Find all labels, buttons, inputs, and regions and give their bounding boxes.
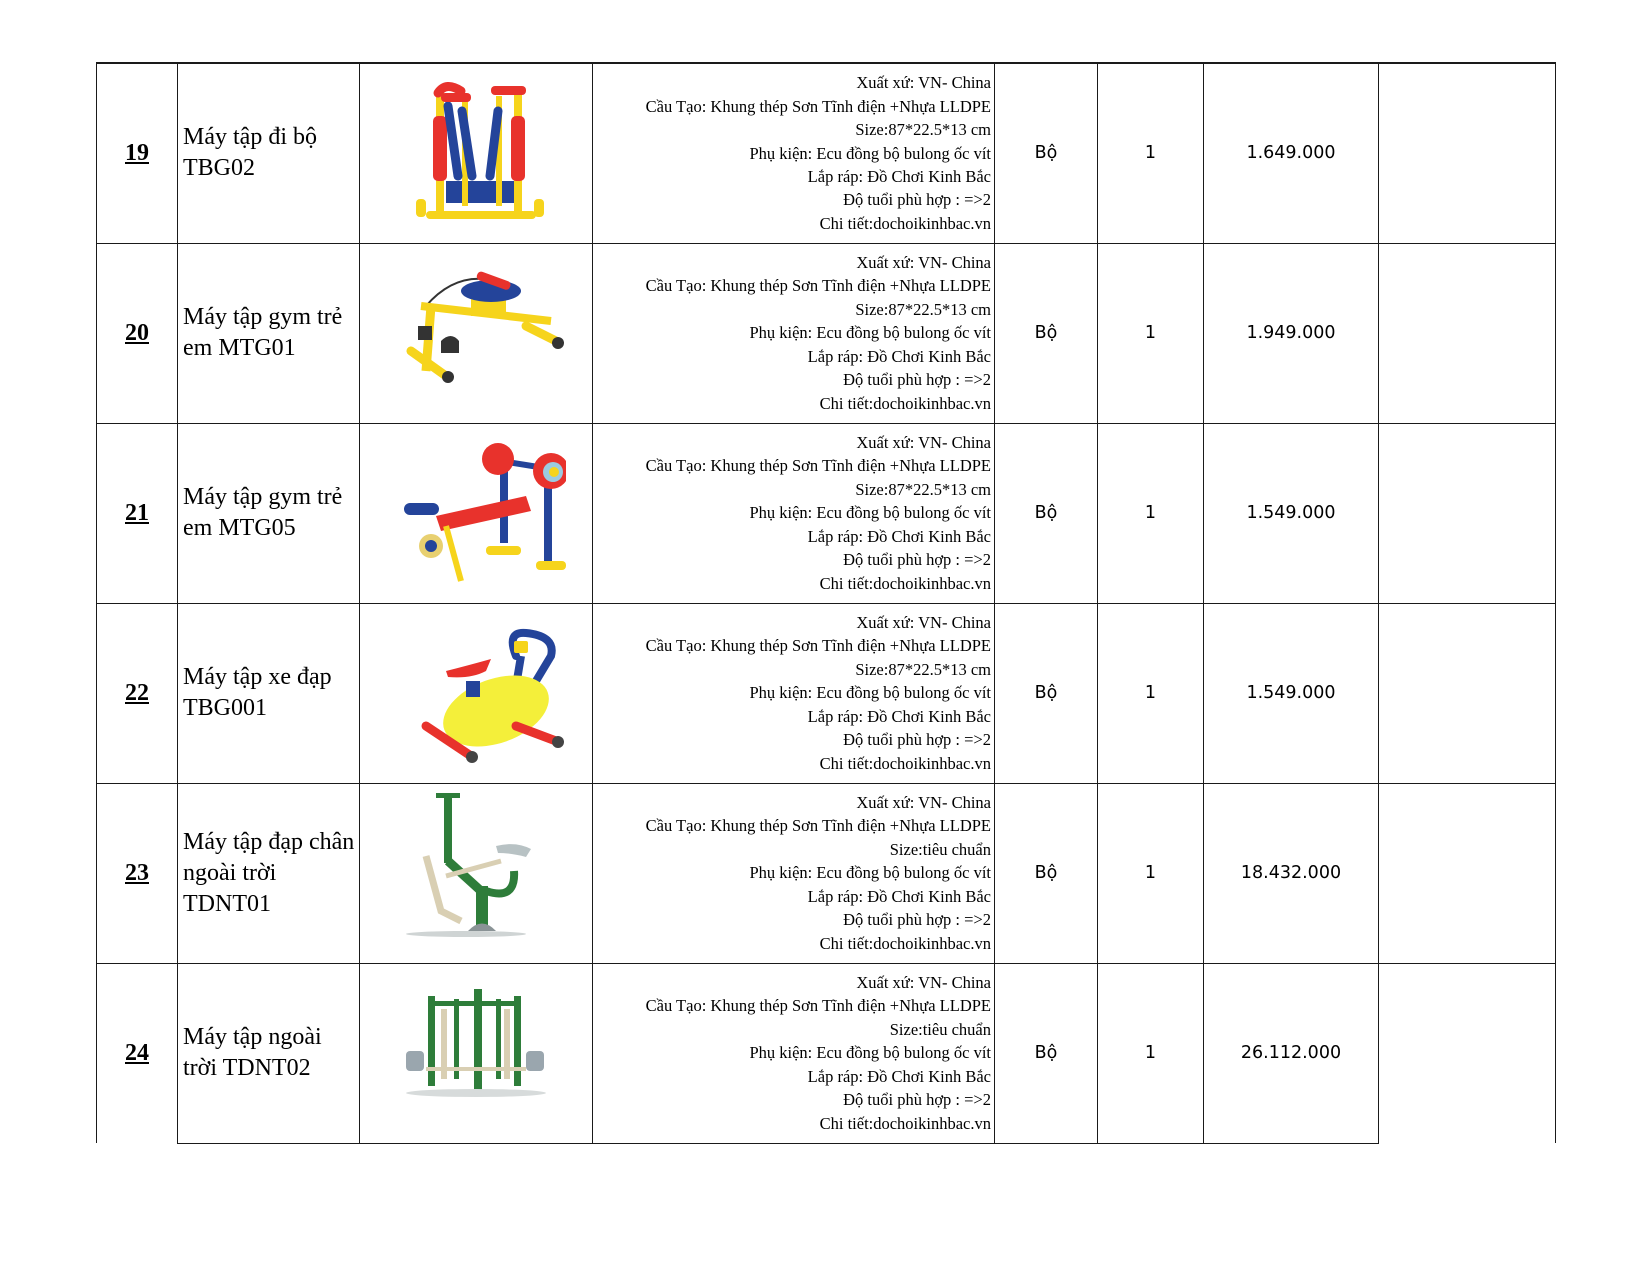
product-name: Máy tập đạp chân ngoài trời TDNT01 xyxy=(183,828,355,917)
product-description-cell xyxy=(593,243,995,423)
quantity-cell: 1 xyxy=(1098,63,1204,243)
unit-cell: Bộ xyxy=(995,963,1098,1143)
product-image-cell xyxy=(360,783,593,963)
accessories-line: Phụ kiện: Ecu đồng bộ bulong ốc vít xyxy=(749,503,991,523)
accessories-line: Phụ kiện: Ecu đồng bộ bulong ốc vít xyxy=(749,323,991,343)
product-image-cell xyxy=(360,423,593,603)
size-line: Size:87*22.5*13 cm xyxy=(855,120,991,140)
table-row xyxy=(97,783,1556,963)
product-name: Máy tập gym trẻ em MTG05 xyxy=(183,484,343,541)
price-cell: 1.649.000 xyxy=(1204,63,1379,243)
row-number-cell xyxy=(97,783,178,963)
weight-bench-image xyxy=(386,431,566,591)
accessories-line: Phụ kiện: Ecu đồng bộ bulong ốc vít xyxy=(749,683,991,703)
structure-line: Cầu Tạo: Khung thép Sơn Tĩnh điện +Nhựa LLDPE xyxy=(645,456,991,476)
age-line: Độ tuổi phù hợp : =>2 xyxy=(843,190,991,210)
product-description-cell xyxy=(593,783,995,963)
table-row xyxy=(97,423,1556,603)
table-row xyxy=(97,63,1556,243)
size-line: Size:87*22.5*13 cm xyxy=(855,659,991,679)
price-cell: 18.432.000 xyxy=(1204,783,1379,963)
assembly-line: Lắp ráp: Đồ Chơi Kinh Bắc xyxy=(807,346,991,366)
age-line: Độ tuổi phù hợp : =>2 xyxy=(843,370,991,390)
assembly-line: Lắp ráp: Đồ Chơi Kinh Bắc xyxy=(807,166,991,186)
size-line: Size:tiêu chuẩn xyxy=(889,839,991,859)
product-description xyxy=(593,791,994,955)
quantity-cell: 1 xyxy=(1098,243,1204,423)
details-line: Chi tiết:dochoikinhbac.vn xyxy=(819,573,991,593)
price-cell: 1.949.000 xyxy=(1204,243,1379,423)
product-name: Máy tập ngoài trời TDNT02 xyxy=(183,1024,322,1081)
product-name: Máy tập xe đạp TBG001 xyxy=(183,664,332,721)
size-line: Size:tiêu chuẩn xyxy=(889,1019,991,1039)
unit-cell: Bộ xyxy=(995,783,1098,963)
note-cell xyxy=(1379,963,1556,1143)
details-line: Chi tiết:dochoikinhbac.vn xyxy=(819,1113,991,1133)
unit-cell: Bộ xyxy=(995,243,1098,423)
unit-cell: Bộ xyxy=(995,603,1098,783)
details-line: Chi tiết:dochoikinhbac.vn xyxy=(819,393,991,413)
rowing-machine-image xyxy=(386,251,566,411)
row-number-cell xyxy=(97,963,178,1143)
table-row xyxy=(97,963,1556,1143)
origin-line: Xuất xứ: VN- China xyxy=(856,973,991,993)
product-name: Máy tập gym trẻ em MTG01 xyxy=(183,304,343,361)
row-number: 20 xyxy=(125,319,149,346)
row-number: 24 xyxy=(125,1039,149,1066)
product-name: Máy tập đi bộ TBG02 xyxy=(183,124,317,182)
note-cell xyxy=(1379,423,1556,603)
origin-line: Xuất xứ: VN- China xyxy=(856,73,991,93)
assembly-line: Lắp ráp: Đồ Chơi Kinh Bắc xyxy=(807,526,991,546)
table-row xyxy=(97,243,1556,423)
quantity-cell: 1 xyxy=(1098,603,1204,783)
accessories-line: Phụ kiện: Ecu đồng bộ bulong ốc vít xyxy=(749,863,991,883)
table-row xyxy=(97,603,1556,783)
details-line: Chi tiết:dochoikinhbac.vn xyxy=(819,753,991,773)
age-line: Độ tuổi phù hợp : =>2 xyxy=(843,550,991,570)
accessories-line: Phụ kiện: Ecu đồng bộ bulong ốc vít xyxy=(749,1043,991,1063)
quantity-cell: 1 xyxy=(1098,963,1204,1143)
size-line: Size:87*22.5*13 cm xyxy=(855,479,991,499)
row-number-cell xyxy=(97,63,178,243)
product-description xyxy=(593,251,994,415)
product-image-cell xyxy=(360,243,593,423)
price-cell: 26.112.000 xyxy=(1204,963,1379,1143)
note-cell xyxy=(1379,603,1556,783)
row-number: 19 xyxy=(125,139,149,166)
price-cell: 1.549.000 xyxy=(1204,423,1379,603)
size-line: Size:87*22.5*13 cm xyxy=(855,299,991,319)
outdoor-station-image xyxy=(386,971,566,1131)
assembly-line: Lắp ráp: Đồ Chơi Kinh Bắc xyxy=(807,706,991,726)
walking-machine-image xyxy=(386,71,566,231)
origin-line: Xuất xứ: VN- China xyxy=(856,433,991,453)
outdoor-pedal-machine-image xyxy=(386,791,566,951)
structure-line: Cầu Tạo: Khung thép Sơn Tĩnh điện +Nhựa LLDPE xyxy=(645,96,991,116)
structure-line: Cầu Tạo: Khung thép Sơn Tĩnh điện +Nhựa LLDPE xyxy=(645,996,991,1016)
product-name-cell xyxy=(178,603,360,783)
note-cell xyxy=(1379,243,1556,423)
assembly-line: Lắp ráp: Đồ Chơi Kinh Bắc xyxy=(807,886,991,906)
product-image-cell xyxy=(360,603,593,783)
exercise-bike-image xyxy=(386,611,566,771)
product-description-cell xyxy=(593,603,995,783)
assembly-line: Lắp ráp: Đồ Chơi Kinh Bắc xyxy=(807,1066,991,1086)
row-number-cell xyxy=(97,423,178,603)
product-name-cell xyxy=(178,243,360,423)
accessories-line: Phụ kiện: Ecu đồng bộ bulong ốc vít xyxy=(749,143,991,163)
product-description xyxy=(593,431,994,595)
product-name-cell xyxy=(178,423,360,603)
product-description xyxy=(593,611,994,775)
row-number: 23 xyxy=(125,859,149,886)
details-line: Chi tiết:dochoikinhbac.vn xyxy=(819,933,991,953)
row-number: 21 xyxy=(125,499,149,526)
quantity-cell: 1 xyxy=(1098,423,1204,603)
product-description xyxy=(593,971,994,1135)
row-number-cell xyxy=(97,603,178,783)
age-line: Độ tuổi phù hợp : =>2 xyxy=(843,1090,991,1110)
product-description xyxy=(593,71,994,235)
product-description-cell xyxy=(593,963,995,1143)
product-name-cell xyxy=(178,783,360,963)
note-cell xyxy=(1379,783,1556,963)
product-table xyxy=(96,62,1556,1144)
origin-line: Xuất xứ: VN- China xyxy=(856,253,991,273)
age-line: Độ tuổi phù hợp : =>2 xyxy=(843,910,991,930)
structure-line: Cầu Tạo: Khung thép Sơn Tĩnh điện +Nhựa LLDPE xyxy=(645,816,991,836)
origin-line: Xuất xứ: VN- China xyxy=(856,793,991,813)
product-description-cell xyxy=(593,423,995,603)
structure-line: Cầu Tạo: Khung thép Sơn Tĩnh điện +Nhựa LLDPE xyxy=(645,636,991,656)
details-line: Chi tiết:dochoikinhbac.vn xyxy=(819,213,991,233)
origin-line: Xuất xứ: VN- China xyxy=(856,613,991,633)
age-line: Độ tuổi phù hợp : =>2 xyxy=(843,730,991,750)
note-cell xyxy=(1379,63,1556,243)
product-name-cell xyxy=(178,63,360,243)
unit-cell: Bộ xyxy=(995,63,1098,243)
row-number: 22 xyxy=(125,679,149,706)
quantity-cell: 1 xyxy=(1098,783,1204,963)
product-description-cell xyxy=(593,63,995,243)
price-cell: 1.549.000 xyxy=(1204,603,1379,783)
structure-line: Cầu Tạo: Khung thép Sơn Tĩnh điện +Nhựa LLDPE xyxy=(645,276,991,296)
product-image-cell xyxy=(360,63,593,243)
product-name-cell xyxy=(178,963,360,1143)
product-image-cell xyxy=(360,963,593,1143)
unit-cell: Bộ xyxy=(995,423,1098,603)
row-number-cell xyxy=(97,243,178,423)
